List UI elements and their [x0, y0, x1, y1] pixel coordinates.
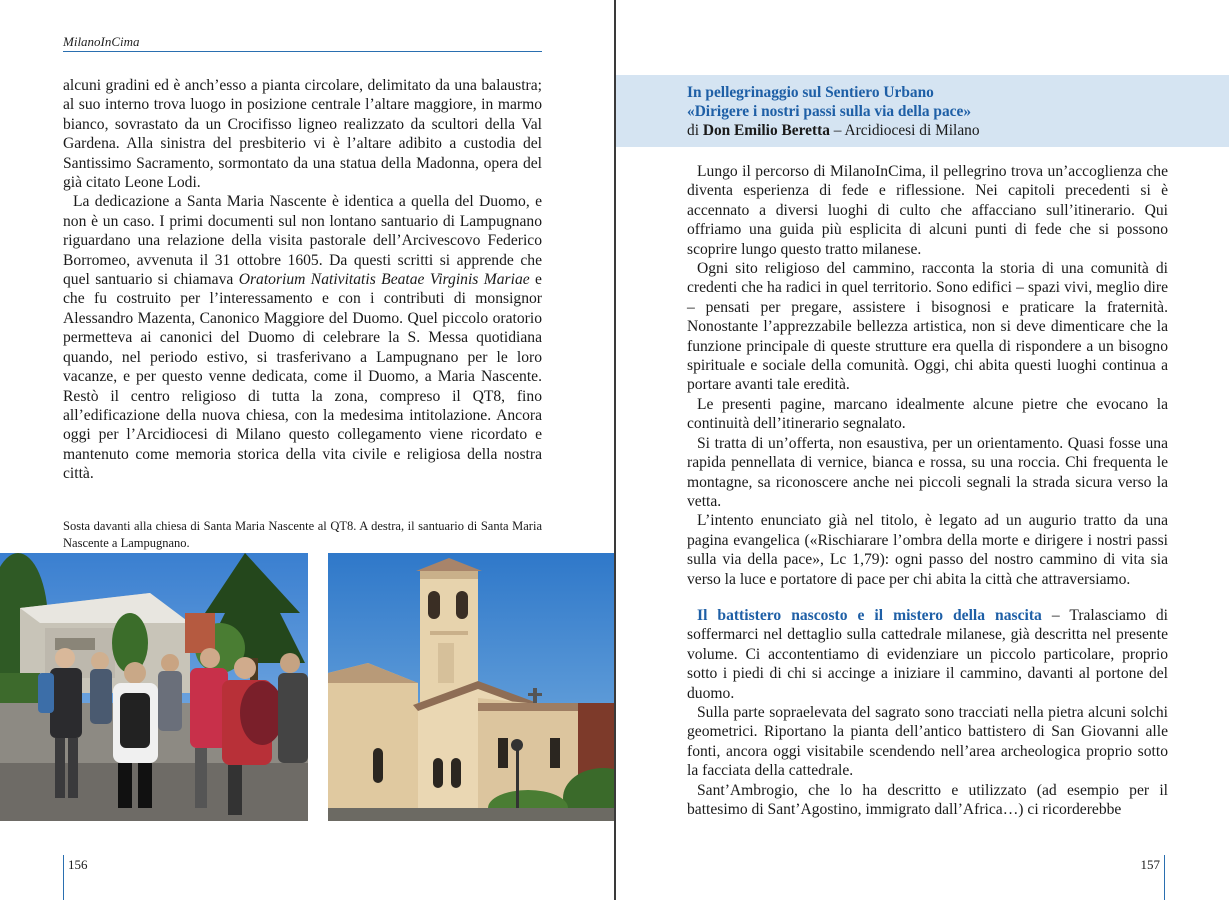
- paragraph: L’intento enunciato già nel titolo, è legato ad un augurio tratto da una pagina evangelica («Rischiarare l’ombra della morte e dirigere i nostri passi sulla via della pace», Lc 1,79): ogni passo del nostro cammino di vita sia verso la luce e portatore di pace per chi abita la città che attraversiamo.: [687, 512, 1168, 588]
- running-head: MilanoInCima: [63, 33, 542, 52]
- photo-hikers-group: [0, 553, 308, 821]
- left-body-text: [63, 76, 542, 484]
- paragraph: La dedicazione a Santa Maria Nascente è identica a quella del Duomo, e non è un caso. I primi documenti sul non lontano santuario di Lampugnano riguardano una relazione della visita pastorale dell’Arcivescovo Federico Borromeo, avvenuta il 31 ottobre 1605. Da questi scritti si apprende che quel santuario si chiamava Oratorium Nativitatis Beatae Virginis Mariae e che fu costruito per l’interessamento e con i contributi di monsignor Alessandro Mazenta, Canonico Maggiore del Duomo. Quel piccolo oratorio permetteva ai canonici del Duomo di celebrare la S. Messa quotidiana quando, nel periodo estivo, si trasferivano a Lampugnano per le loro vacanze, e per questo venne dedicata, come il Duomo, a Maria Nascente. Restò il centro religioso di tutta la zona, compreso il QT8, fino all’edificazione della nuova chiesa, con la medesima intitolazione. Ancora oggi per l’Arcidiocesi di Milano questo collegamento viene ricordato e mantenuto come memoria storica della vita civile e religiosa della nostra città.: [63, 193, 542, 483]
- section-heading: Il battistero nascosto e il mistero della nascita: [697, 606, 1042, 624]
- page-number-right: 157: [1141, 855, 1166, 900]
- right-body-text: [687, 162, 1168, 819]
- author-name: Don Emilio Beretta: [702, 122, 830, 139]
- church-photo-illustration: [328, 553, 614, 821]
- paragraph: Si tratta di un’offerta, non esaustiva, per un orientamento. Quasi fosse una rapida pennellata di vernice, bianca e rossa, su una roccia. Chi frequenta le montagne, sa riconoscere anche nei piccoli segnali la strada sicura verso la vetta.: [687, 434, 1168, 510]
- page-number-left: 156: [63, 855, 88, 900]
- paragraph: Lungo il percorso di MilanoInCima, il pellegrino trova un’accoglienza che diventa esperienza di fede e riflessione. Nei capitoli precedenti si è accennato a diversi luoghi di culto che affacciano sull’itinerario. Qui offriamo una guida più esplicita di alcuni punti di fede che si possono scoprire lungo questo tratto milanese.: [687, 163, 1168, 258]
- article-byline: di Don Emilio Beretta – Arcidiocesi di Milano: [687, 122, 980, 139]
- left-page: [0, 0, 614, 900]
- paragraph: alcuni gradini ed è anch’esso a pianta circolare, delimitato da una balaustra; al suo interno trova luogo in posizione centrale l’altare maggiore, in marmo bianco, sovrastato da un Crocifisso ligneo realizzato da scultori della Val Gardena. Alla sinistra del presbiterio vi è l’altare adibito a custodia del Santissimo Sacramento, sormontato da una statua della Madonna, opera del già citato Leone Lodi.: [63, 77, 542, 192]
- paragraph: Il battistero nascosto e il mistero della nascita – Tralasciamo di soffermarci nel dettaglio sulla cattedrale milanese, già descritta nel presente volume. Ci accontentiamo di evidenziare un piccolo particolare, proprio sotto i piedi di chi si accinge a iniziare il cammino, davanti al portone del duomo.: [687, 606, 1168, 702]
- article-kicker: In pellegrinaggio sul Sentiero Urbano: [687, 84, 934, 101]
- paragraph: Sant’Ambrogio, che lo ha descritto e utilizzato (ad esempio per il battesimo di Sant’Agostino, immigrato dall’Africa…) ci ricorderebbe: [687, 781, 1168, 818]
- right-page: [616, 0, 1229, 900]
- photo-caption: Sosta davanti alla chiesa di Santa Maria Nascente al QT8. A destra, il santuario di Santa Maria Nascente a Lampugnano.: [63, 519, 542, 550]
- paragraph: Le presenti pagine, marcano idealmente alcune pietre che evocano la continuità dell’itinerario segnalato.: [687, 395, 1168, 433]
- photo-santuario-lampugnano: [328, 553, 614, 821]
- article-title-banner: [616, 75, 1229, 147]
- paragraph: Ogni sito religioso del cammino, racconta la storia di una comunità di credenti che ha radici in quel territorio. Sono edifici – spazi vivi, meglio dire – pensati per pregare, assistere i bisognosi e praticare la fraternità. Nonostante l’apprezzabile bellezza artistica, non si deve dimenticare che la funzione principale di queste strutture era quella di rispondere a un bisogno spirituale e sociale della comunità. Oggi, chi abita questi luoghi continua a portare avanti tale eredità.: [687, 260, 1168, 394]
- hikers-photo-illustration: [0, 553, 308, 821]
- paragraph: Sulla parte sopraelevata del sagrato sono tracciati nella pietra alcuni solchi geometrici. Riportano la pianta dell’antico battistero di San Giovanni alle fonti, ancora oggi visitabile scendendo nell’area archeologica proprio sotto la facciata della cattedrale.: [687, 703, 1168, 780]
- article-title: «Dirigere i nostri passi sulla via della pace»: [687, 103, 972, 120]
